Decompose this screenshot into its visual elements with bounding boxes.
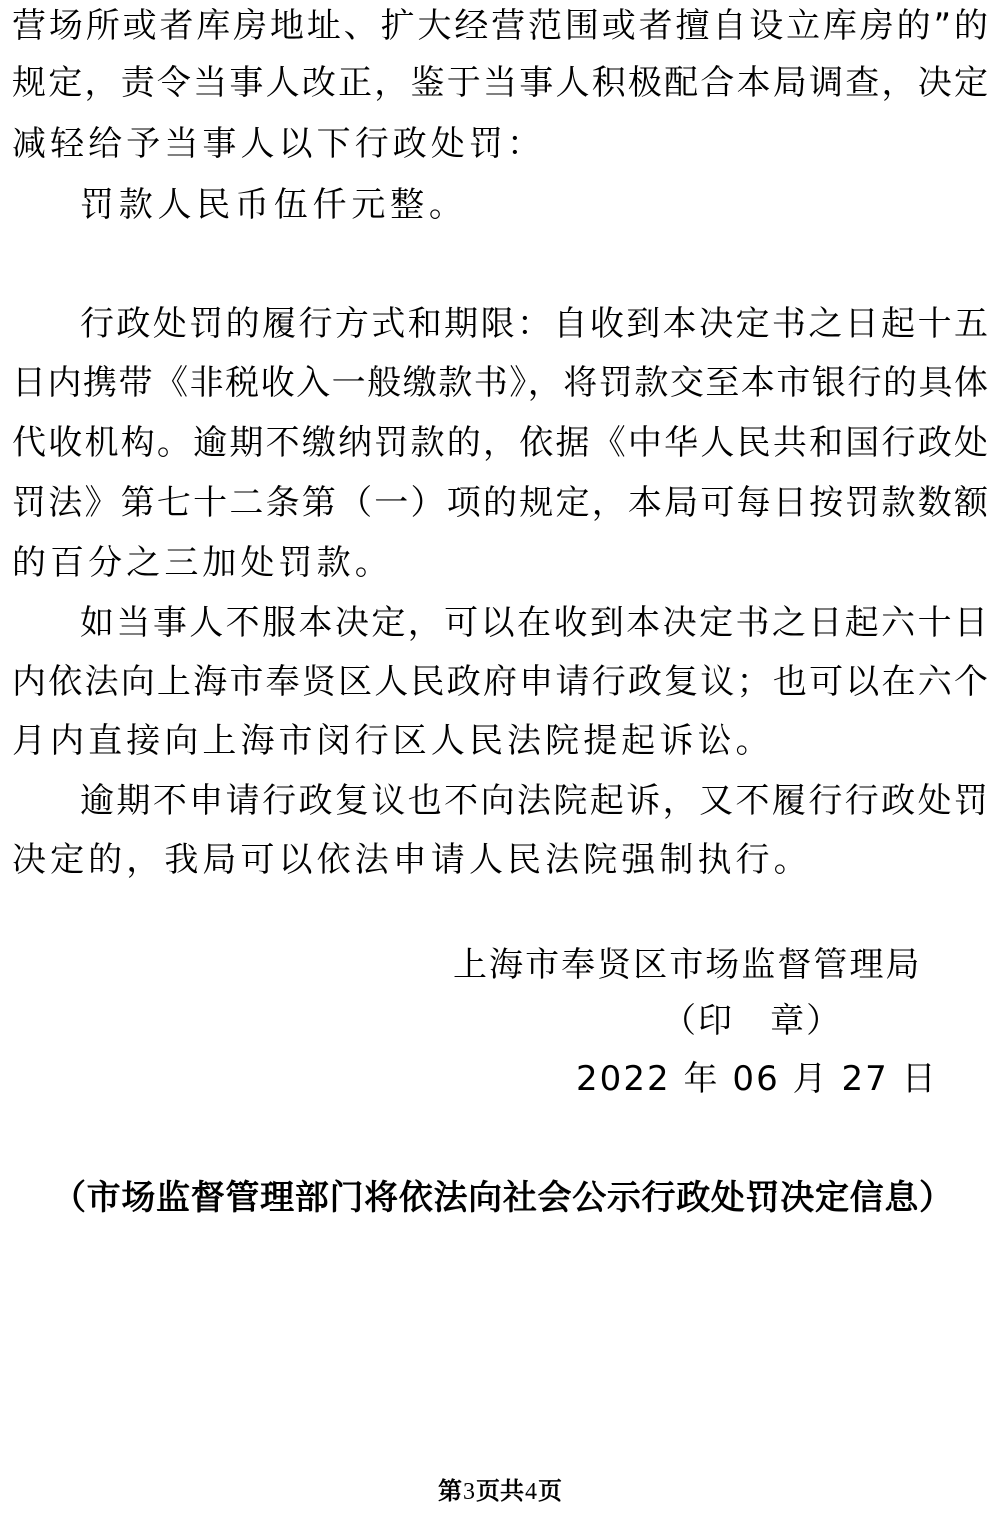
paragraph-3-line-3: 代收机构。逾期不缴纳罚款的，依据《中华人民共和国行政处 (12, 423, 988, 463)
footer-middle: 页共 (476, 1476, 524, 1505)
decision-date: 2022 年 06 月 27 日 (576, 1059, 938, 1099)
public-disclosure-notice: （市场监督管理部门将依法向社会公示行政处罚决定信息） (52, 1178, 954, 1218)
page-number-footer (0, 1476, 1000, 1507)
footer-total-pages: 4 (525, 1479, 537, 1505)
paragraph-5-line-1: 逾期不申请行政复议也不向法院起诉，又不履行行政处罚 (80, 781, 988, 821)
footer-prefix: 第 (438, 1476, 462, 1505)
paragraph-3-line-2: 日内携带《非税收入一般缴款书》，将罚款交至本市银行的具体 (12, 363, 988, 403)
paragraph-4-line-1: 如当事人不服本决定，可以在收到本决定书之日起六十日 (80, 603, 988, 643)
paragraph-3-line-4: 罚法》第七十二条第（一）项的规定，本局可每日按罚款数额 (12, 483, 988, 523)
footer-current-page: 3 (463, 1479, 475, 1505)
paragraph-4-line-2: 内依法向上海市奉贤区人民政府申请行政复议；也可以在六个 (12, 662, 988, 702)
paragraph-1-line-1: 营场所或者库房地址、扩大经营范围或者擅自设立库房的”的 (12, 6, 988, 46)
issuing-authority: 上海市奉贤区市场监督管理局 (453, 945, 922, 985)
paragraph-5-line-2: 决定的，我局可以依法申请人民法院强制执行。 (12, 840, 812, 880)
penalty-amount-line: 罚款人民币伍仟元整。 (80, 185, 468, 225)
paragraph-1-line-2: 规定，责令当事人改正，鉴于当事人积极配合本局调查，决定 (12, 63, 988, 103)
paragraph-1-line-3: 减轻给予当事人以下行政处罚： (12, 124, 546, 164)
footer-suffix: 页 (538, 1476, 562, 1505)
paragraph-3-line-5: 的百分之三加处罚款。 (12, 543, 393, 583)
paragraph-3-line-1: 行政处罚的履行方式和期限：自收到本决定书之日起十五 (80, 304, 988, 344)
paragraph-4-line-3: 月内直接向上海市闵行区人民法院提起诉讼。 (12, 721, 774, 761)
seal-placeholder: （印 章） (662, 1001, 843, 1041)
